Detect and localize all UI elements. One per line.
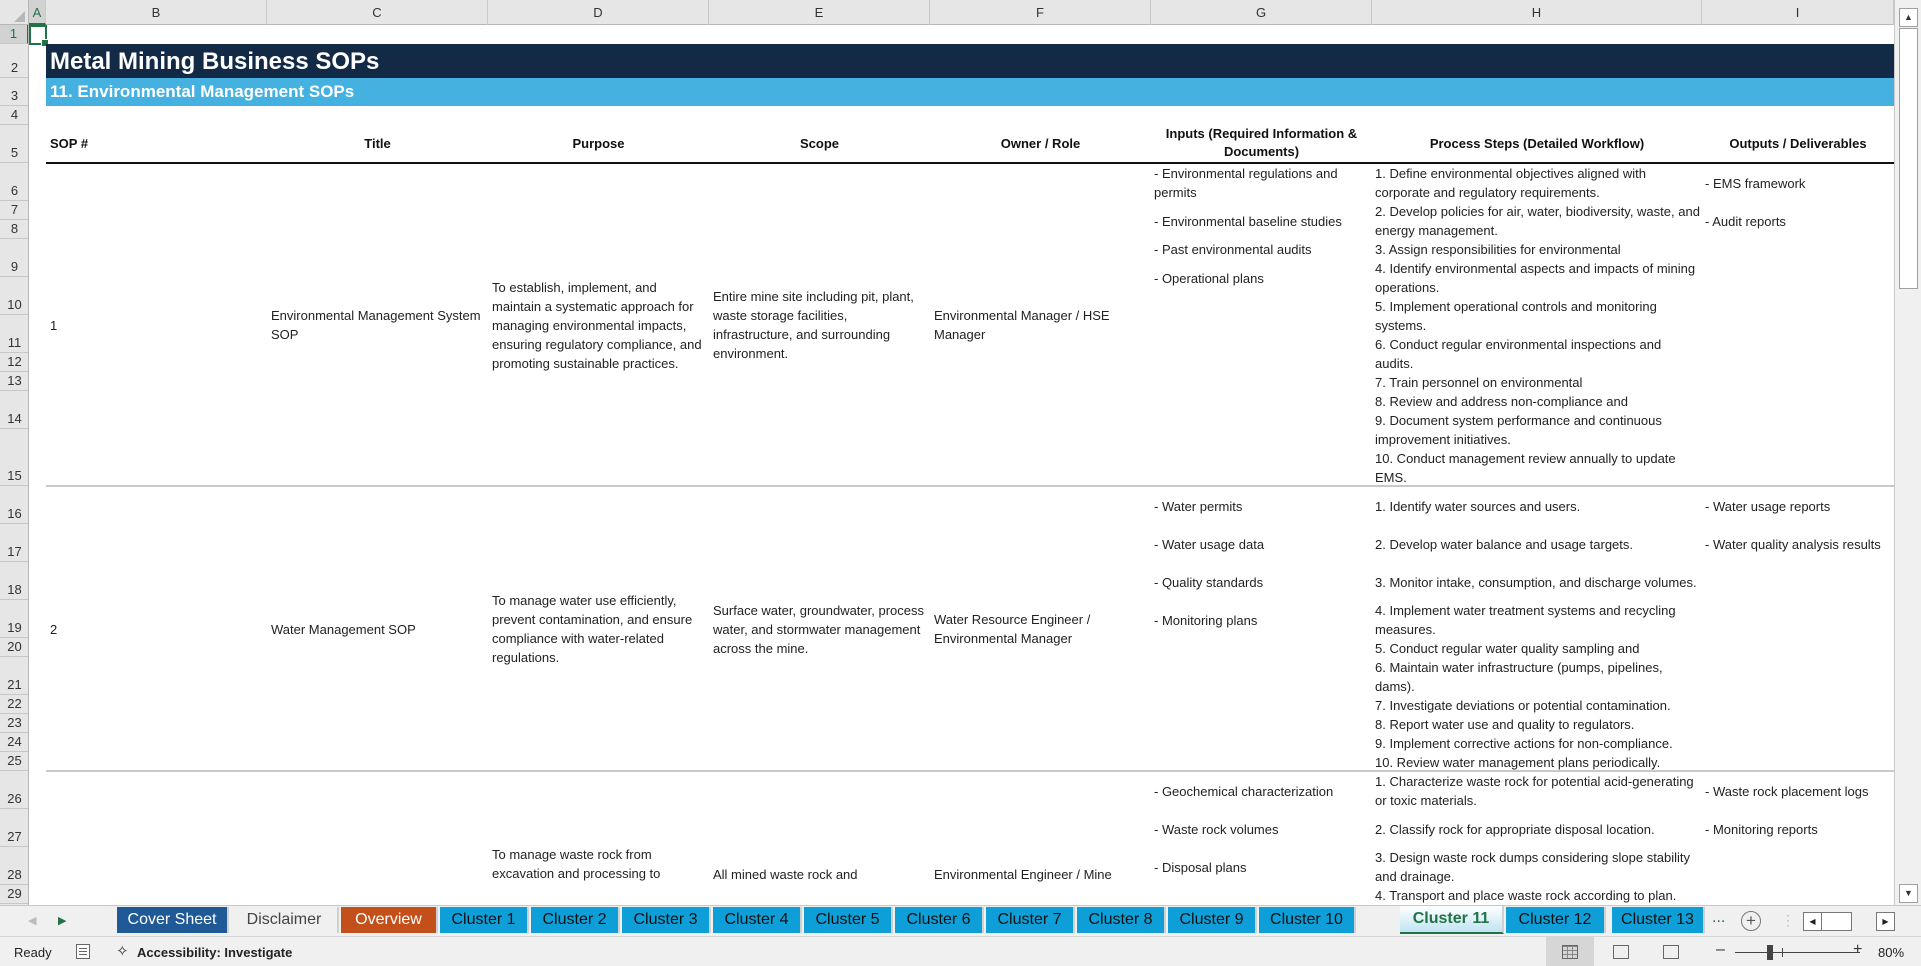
- zoom-slider-thumb[interactable]: [1767, 945, 1773, 960]
- list-item: 4. Identify environmental aspects and impacts of mining operations.: [1375, 261, 1696, 295]
- list-item: - Operational plans: [1154, 270, 1264, 286]
- row-header-1[interactable]: 1: [0, 25, 29, 44]
- list-item: 5. Implement operational controls and monitoring systems.: [1375, 299, 1657, 333]
- column-header-e[interactable]: E: [709, 0, 930, 25]
- next-sheet-arrow-icon[interactable]: ▶: [58, 915, 67, 927]
- scroll-right-arrow-icon[interactable]: ▶: [1876, 912, 1895, 931]
- row-header-13[interactable]: 13: [0, 372, 29, 391]
- list-item: - Audit reports: [1705, 213, 1786, 229]
- row-header-14[interactable]: 14: [0, 391, 29, 429]
- row-header-28[interactable]: 28: [0, 847, 29, 885]
- record-3-sop-number[interactable]: [46, 772, 267, 905]
- header-process-steps: Process Steps (Detailed Workflow): [1429, 136, 1645, 151]
- page-break-icon: [1663, 945, 1679, 959]
- row-header-22[interactable]: 22: [0, 695, 29, 714]
- page-layout-icon: [1613, 945, 1629, 959]
- record-3-title[interactable]: [267, 772, 488, 905]
- column-header-h[interactable]: H: [1372, 0, 1702, 25]
- column-header-i[interactable]: I: [1702, 0, 1894, 25]
- active-cell-a1[interactable]: [29, 25, 47, 45]
- row-header-9[interactable]: 9: [0, 239, 29, 277]
- list-item: - Disposal plans: [1154, 859, 1247, 875]
- tab-cluster-6[interactable]: Cluster 6: [895, 907, 984, 933]
- header-outputs: Outputs / Deliverables: [1729, 136, 1867, 151]
- horizontal-scrollbar[interactable]: [1803, 912, 1895, 932]
- tab-cluster-5[interactable]: Cluster 5: [804, 907, 893, 933]
- tab-cluster-1[interactable]: Cluster 1: [440, 907, 529, 933]
- row-header-16[interactable]: 16: [0, 486, 29, 524]
- record-3-scope[interactable]: All mined waste rock and: [713, 867, 858, 882]
- list-item: - Water usage data: [1154, 536, 1265, 552]
- tab-cluster-7[interactable]: Cluster 7: [986, 907, 1075, 933]
- row-header-10[interactable]: 10: [0, 277, 29, 315]
- sheet-title: Metal Mining Business SOPs: [46, 44, 1894, 78]
- list-item: 9. Implement corrective actions for non-compliance.: [1375, 736, 1673, 751]
- tab-cluster-13[interactable]: Cluster 13: [1612, 907, 1705, 933]
- page-layout-view-button[interactable]: [1597, 937, 1645, 966]
- horizontal-scroll-thumb[interactable]: [1822, 912, 1852, 931]
- list-item: - Water usage reports: [1705, 498, 1831, 514]
- list-item: 6. Maintain water infrastructure (pumps, pipelines, dams).: [1375, 660, 1663, 694]
- list-item: 3. Assign responsibilities for environmental: [1375, 242, 1621, 257]
- tab-overview[interactable]: Overview: [341, 907, 438, 933]
- row-header-21[interactable]: 21: [0, 657, 29, 695]
- column-header-bar: [0, 0, 1894, 25]
- record-3-inputs[interactable]: [1151, 772, 1372, 905]
- record-2-process-steps[interactable]: [1372, 487, 1702, 771]
- worksheet-grid[interactable]: [29, 25, 1894, 905]
- list-item: 1. Characterize waste rock for potential acid-generating or toxic materials.: [1375, 774, 1694, 808]
- record-1-inputs[interactable]: [1151, 164, 1372, 486]
- list-item: - Environmental regulations and permits: [1154, 166, 1338, 200]
- row-header-27[interactable]: 27: [0, 809, 29, 847]
- record-1-title[interactable]: Environmental Management System SOP: [271, 308, 481, 342]
- row-header-3[interactable]: 3: [0, 78, 29, 106]
- list-item: 9. Document system performance and continuous improvement initiatives.: [1375, 413, 1662, 447]
- tab-cover-sheet[interactable]: Cover Sheet: [117, 907, 229, 933]
- row-header-26[interactable]: 26: [0, 771, 29, 809]
- list-item: 10. Review water management plans periodically.: [1375, 755, 1661, 770]
- previous-sheet-arrow-icon[interactable]: ◀: [28, 915, 37, 927]
- record-3-outputs[interactable]: [1702, 772, 1894, 852]
- tab-cluster-3[interactable]: Cluster 3: [622, 907, 711, 933]
- record-3-owner[interactable]: Environmental Engineer / Mine: [934, 867, 1112, 882]
- row-header-15[interactable]: 15: [0, 429, 29, 486]
- tab-cluster-11[interactable]: Cluster 11: [1400, 906, 1504, 934]
- sheet-tab-bar: [0, 905, 1921, 936]
- record-1-process-steps[interactable]: [1372, 164, 1702, 486]
- row-header-4[interactable]: 4: [0, 106, 29, 125]
- status-ready: Ready: [14, 945, 52, 960]
- select-all-button[interactable]: [0, 0, 29, 25]
- list-item: - Quality standards: [1154, 574, 1264, 590]
- list-item: - Monitoring reports: [1705, 821, 1818, 837]
- page-break-preview-button[interactable]: [1647, 937, 1695, 966]
- header-inputs: Inputs (Required Information & Documents): [1165, 126, 1358, 159]
- zoom-100-tick: [1782, 948, 1783, 957]
- tab-disclaimer[interactable]: Disclaimer: [231, 907, 339, 933]
- row-header-6[interactable]: 6: [0, 163, 29, 201]
- record-2-purpose[interactable]: To manage water use efficiently, prevent contamination, and ensure compliance with water-related regulations.: [492, 593, 693, 665]
- record-2-owner[interactable]: Water Resource Engineer / Environmental Manager: [934, 612, 1091, 646]
- list-item: - Past environmental audits: [1154, 242, 1312, 257]
- zoom-slider[interactable]: [1735, 952, 1860, 953]
- row-header-bar: [0, 25, 29, 905]
- list-item: - Monitoring plans: [1154, 612, 1258, 628]
- row-header-19[interactable]: 19: [0, 600, 29, 638]
- record-1-scope[interactable]: Entire mine site including pit, plant, waste storage facilities, infrastructure, and surrounding environment.: [713, 289, 914, 361]
- list-item: - Water permits: [1154, 498, 1243, 514]
- tab-cluster-10[interactable]: Cluster 10: [1259, 907, 1356, 933]
- row-header-11[interactable]: 11: [0, 315, 29, 353]
- normal-view-button[interactable]: [1546, 937, 1594, 966]
- record-2-title[interactable]: Water Management SOP: [271, 621, 416, 637]
- tab-cluster-12[interactable]: Cluster 12: [1506, 907, 1606, 933]
- list-item: 2. Classify rock for appropriate disposal location.: [1375, 821, 1655, 837]
- row-header-25[interactable]: 25: [0, 752, 29, 771]
- list-item: 2. Develop water balance and usage targets.: [1375, 536, 1634, 552]
- row-header-23[interactable]: 23: [0, 714, 29, 733]
- zoom-out-button[interactable]: –: [1716, 941, 1725, 958]
- column-header-b[interactable]: B: [46, 0, 267, 25]
- record-1-purpose[interactable]: To establish, implement, and maintain a systematic approach for managing environmental impacts, ensuring regulatory compliance, and promoting sustainable practices.: [492, 279, 702, 371]
- more-sheets-button[interactable]: ...: [1712, 909, 1726, 926]
- macro-recording-icon[interactable]: [76, 944, 90, 959]
- add-sheet-icon[interactable]: +: [1741, 911, 1761, 931]
- accessibility-icon[interactable]: ✧: [116, 943, 129, 960]
- record-2-outputs[interactable]: [1702, 487, 1894, 771]
- row-header-8[interactable]: 8: [0, 220, 29, 239]
- record-3-process-steps[interactable]: [1372, 772, 1702, 905]
- tab-cluster-4[interactable]: Cluster 4: [713, 907, 802, 933]
- list-item: 6. Conduct regular environmental inspections and audits.: [1375, 337, 1662, 371]
- tab-split-handle[interactable]: ⋮: [1781, 912, 1795, 928]
- vertical-scrollbar[interactable]: [1894, 0, 1921, 905]
- list-item: - Waste rock placement logs: [1705, 783, 1869, 799]
- record-3-purpose[interactable]: To manage waste rock from excavation and processing to: [492, 847, 661, 881]
- scroll-left-arrow-icon[interactable]: ◀: [1803, 912, 1822, 931]
- row-header-5[interactable]: 5: [0, 125, 29, 163]
- column-header-a[interactable]: A: [29, 0, 46, 25]
- list-item: - Geochemical characterization: [1154, 783, 1334, 799]
- record-1-sop-number[interactable]: 1: [50, 317, 58, 333]
- list-item: 7. Investigate deviations or potential contamination.: [1375, 698, 1671, 713]
- record-2-scope[interactable]: Surface water, groundwater, process water, and stormwater management across the mine.: [713, 602, 925, 656]
- record-2-inputs[interactable]: [1151, 487, 1372, 771]
- column-header-g[interactable]: G: [1151, 0, 1372, 25]
- list-item: 2. Develop policies for air, water, biodiversity, waste, and energy management.: [1375, 204, 1700, 238]
- column-header-d[interactable]: D: [488, 0, 709, 25]
- list-item: 3. Monitor intake, consumption, and discharge volumes.: [1375, 574, 1697, 590]
- list-item: - Water quality analysis results: [1705, 536, 1881, 552]
- row-header-17[interactable]: 17: [0, 524, 29, 562]
- list-item: 10. Conduct management review annually to update EMS.: [1375, 451, 1676, 485]
- record-1-owner[interactable]: Environmental Manager / HSE Manager: [934, 308, 1110, 342]
- zoom-in-button[interactable]: +: [1853, 941, 1863, 958]
- row-header-18[interactable]: 18: [0, 562, 29, 600]
- row-header-29[interactable]: 29: [0, 885, 29, 904]
- column-header-c[interactable]: C: [267, 0, 488, 25]
- list-item: 7. Train personnel on environmental: [1375, 375, 1583, 390]
- scroll-up-arrow-icon[interactable]: ▲: [1899, 8, 1918, 27]
- list-item: 5. Conduct regular water quality sampling and: [1375, 641, 1640, 656]
- list-item: - EMS framework: [1705, 175, 1806, 191]
- sheet-subtitle: 11. Environmental Management SOPs: [46, 78, 1894, 106]
- list-item: - Environmental baseline studies: [1154, 213, 1342, 229]
- accessibility-status[interactable]: Accessibility: Investigate: [137, 945, 293, 960]
- scroll-down-arrow-icon[interactable]: ▼: [1899, 884, 1918, 903]
- header-purpose: Purpose: [572, 136, 625, 151]
- column-header-f[interactable]: F: [930, 0, 1151, 25]
- header-owner: Owner / Role: [1000, 136, 1081, 151]
- grid-view-icon: [1562, 945, 1578, 959]
- row-header-20[interactable]: 20: [0, 638, 29, 657]
- list-item: 3. Design waste rock dumps considering slope stability and drainage.: [1375, 850, 1691, 884]
- list-item: 4. Transport and place waste rock according to plan.: [1375, 888, 1677, 903]
- row-header-2[interactable]: 2: [0, 44, 29, 78]
- tab-cluster-9[interactable]: Cluster 9: [1168, 907, 1257, 933]
- row-header-24[interactable]: 24: [0, 733, 29, 752]
- record-2-sop-number[interactable]: 2: [50, 621, 58, 637]
- tab-cluster-8[interactable]: Cluster 8: [1077, 907, 1166, 933]
- list-item: - Waste rock volumes: [1154, 821, 1279, 837]
- header-scope: Scope: [799, 136, 839, 151]
- tab-cluster-2[interactable]: Cluster 2: [531, 907, 620, 933]
- zoom-level[interactable]: 80%: [1878, 945, 1905, 960]
- vertical-scroll-thumb[interactable]: [1899, 28, 1918, 289]
- status-bar: [0, 936, 1921, 966]
- row-header-12[interactable]: 12: [0, 353, 29, 372]
- list-item: 4. Implement water treatment systems and recycling measures.: [1375, 603, 1676, 637]
- header-title: Title: [364, 136, 391, 151]
- row-header-7[interactable]: 7: [0, 201, 29, 220]
- record-1-outputs[interactable]: [1702, 164, 1894, 486]
- list-item: 8. Report water use and quality to regulators.: [1375, 717, 1635, 732]
- list-item: 1. Define environmental objectives aligned with corporate and regulatory requirements.: [1375, 166, 1646, 200]
- list-item: 1. Identify water sources and users.: [1375, 498, 1581, 514]
- list-item: 8. Review and address non-compliance and: [1375, 394, 1628, 409]
- header-sop-number: SOP #: [50, 136, 89, 151]
